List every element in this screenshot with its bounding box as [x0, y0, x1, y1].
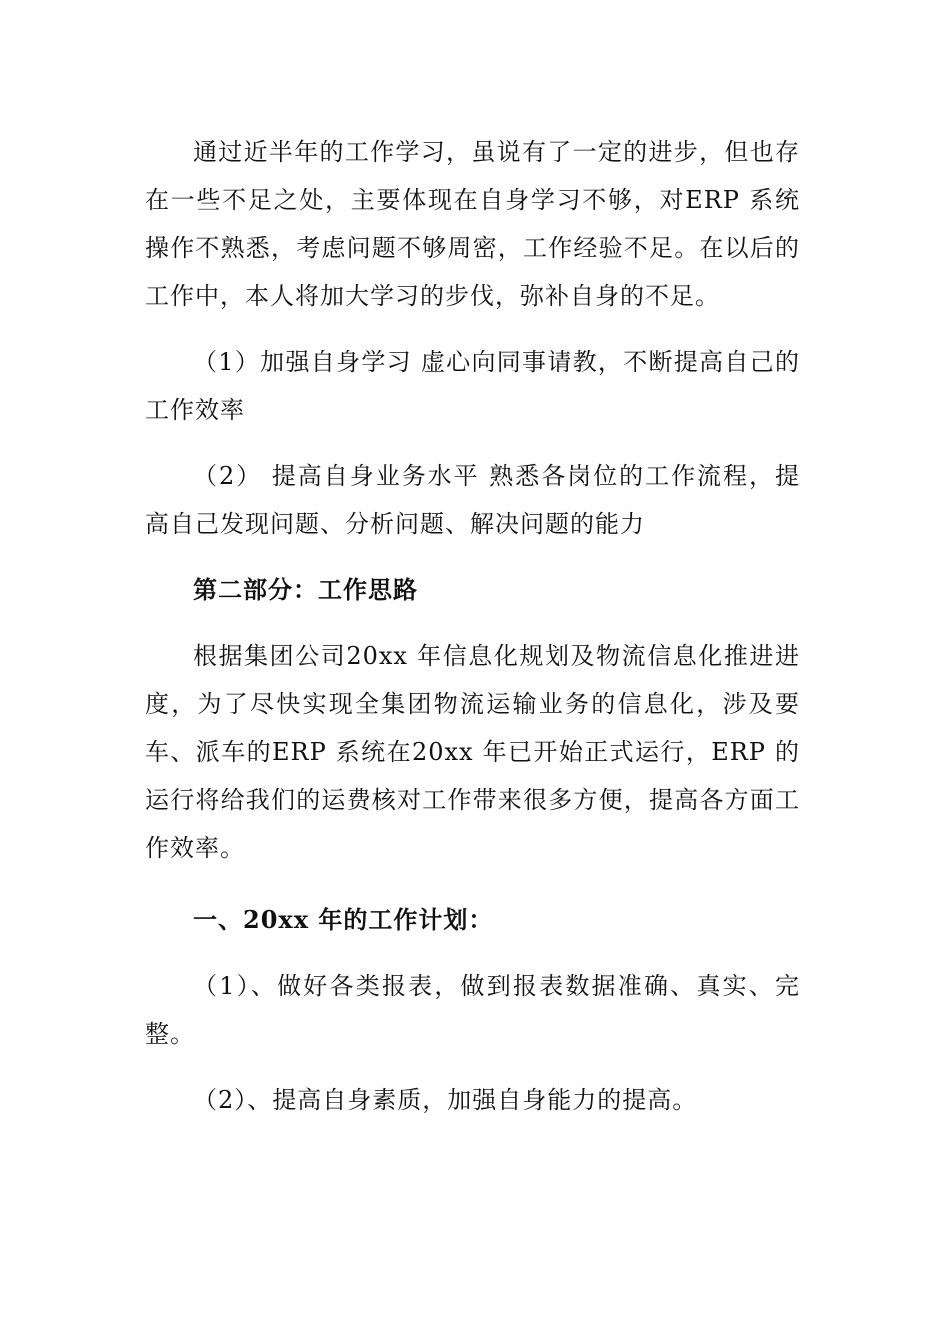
plan-heading: 一、20xx 年的工作计划： — [193, 905, 494, 934]
section-paragraph: 根据集团公司20xx 年信息化规划及物流信息化推进进度，为了尽快实现全集团物流运输业务的信息化，涉及要车、派车的ERP 系统在20xx 年已开始正式运行，ERP 的运行将给我们的运费核对工作带来很多方便，提高各方面工作效率。 — [145, 642, 800, 862]
section-heading: 第二部分：工作思路 — [193, 575, 418, 604]
paragraph-item-1: （1）加强自身学习 虚心向同事请教，不断提高自己的工作效率 — [145, 348, 800, 424]
document-page — [145, 128, 800, 1124]
paragraph-item-2: （2） 提高自身业务水平 熟悉各岗位的工作流程，提高自己发现问题、分析问题、解决问题的能力 — [145, 462, 800, 538]
plan-item-2: （2）、提高自身素质，加强自身能力的提高。 — [193, 1086, 698, 1114]
plan-item-1: （1）、做好各类报表，做到报表数据准确、真实、完整。 — [145, 972, 800, 1048]
paragraph-shortcomings: 通过近半年的工作学习，虽说有了一定的进步，但也存在一些不足之处，主要体现在自身学习不够，对ERP 系统操作不熟悉，考虑问题不够周密，工作经验不足。在以后的工作中，本人将加大学习的步伐，弥补自身的不足。 — [145, 138, 800, 310]
